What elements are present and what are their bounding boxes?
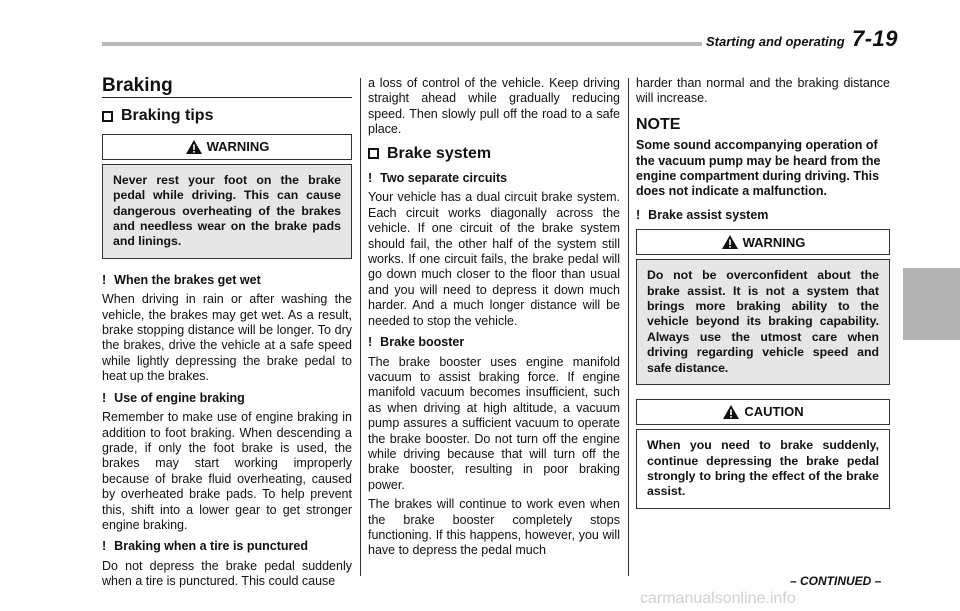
bullet-heading-assist — [636, 208, 890, 223]
warning-triangle-icon — [722, 404, 740, 420]
warning-label-frame — [636, 229, 890, 255]
subsection-brake-system — [368, 146, 620, 161]
bullet-mark: ! — [368, 171, 373, 186]
column-divider — [628, 78, 629, 576]
bullet-heading-text: Brake booster — [380, 335, 465, 350]
column-2 — [368, 76, 620, 563]
continued-footer: – CONTINUED – — [790, 574, 882, 588]
warning-triangle-icon — [721, 234, 739, 250]
bullet-heading-text: Brake assist system — [648, 207, 769, 222]
header-section-title: Starting and operating — [706, 34, 845, 49]
page-number: 7-19 — [852, 26, 899, 51]
bullet-mark: ! — [102, 272, 107, 287]
warning-text: Never rest your foot on the brake pedal while driving. This can cause dangerous overheating of the brakes and needless wear on the brake pads and linings. — [102, 164, 352, 259]
warning-label — [637, 234, 889, 250]
bullet-mark: ! — [368, 335, 373, 350]
square-bullet-icon — [368, 148, 379, 159]
booster-text-2: The brakes will continue to work even when the brake booster completely stops functioning. If this happens, however, you will have to depress the pedal much — [368, 497, 620, 558]
bullet-heading-text: When the brakes get wet — [114, 272, 261, 287]
bullet-heading-booster — [368, 335, 620, 350]
caution-text: When you need to brake suddenly, continue depressing the brake pedal strongly to bring the effect of the brake assist. — [636, 429, 890, 509]
column-3 — [636, 76, 890, 523]
puncture-text: Do not depress the brake pedal suddenly when a tire is punctured. This could cause — [102, 558, 352, 589]
square-bullet-icon — [102, 111, 113, 122]
bullet-heading-text: Use of engine braking — [114, 390, 245, 405]
note-text: Some sound accompanying operation of the vacuum pump may be heard from the engine compartment during driving. This does not indicate a malfunction. — [636, 138, 881, 199]
warning-label-text: WARNING — [206, 139, 270, 155]
subsection-braking-tips — [102, 108, 352, 123]
subsection-label: Braking tips — [121, 107, 214, 125]
bullet-mark: ! — [102, 539, 107, 554]
subsection-label: Brake system — [387, 144, 492, 162]
continued-text: harder than normal and the braking distance will increase. — [636, 76, 890, 106]
caution-label-text: CAUTION — [744, 404, 804, 420]
bullet-mark: ! — [636, 207, 641, 222]
section-rule — [102, 97, 352, 98]
bullet-mark: ! — [102, 390, 107, 405]
warning-triangle-icon — [185, 139, 203, 155]
caution-label-frame — [636, 399, 890, 425]
column-divider — [360, 78, 361, 576]
bullet-heading-engine — [102, 391, 352, 406]
chapter-thumb-tab — [903, 268, 960, 340]
bullet-heading-text: Braking when a tire is punctured — [114, 539, 308, 554]
watermark: carmanualsonline.info — [640, 590, 796, 607]
warning-box — [636, 229, 890, 385]
warning-label-frame — [102, 134, 352, 160]
column-1 — [102, 74, 352, 594]
bullet-heading-text: Two separate circuits — [380, 171, 508, 186]
wet-brakes-text: When driving in rain or after washing the vehicle, the brakes may get wet. As a result, brake stopping distance will be longer. To dry the brakes, drive the vehicle at a safe speed while lightly depressing the brake pedal to heat up the brakes. — [102, 292, 352, 384]
booster-text-1: The brake booster uses engine manifold vacuum to assist braking force. If engine manifold vacuum becomes insufficient, such as when driving at high altitude, a vacuum pump assures a sufficient vacuum to operate the brake booster. Do not turn off the engine while driving because that will turn off the brake booster, resulting in poor braking power. — [368, 354, 620, 492]
bullet-heading-wet — [102, 273, 352, 288]
continued-text: a loss of control of the vehicle. Keep driving straight ahead while gradually reducing speed. Then slowly pull off the road to a safe place. — [368, 76, 620, 137]
note-title: NOTE — [636, 115, 681, 133]
warning-label — [103, 139, 351, 155]
caution-label — [637, 404, 889, 420]
section-title: Braking — [102, 75, 173, 96]
bullet-heading-puncture — [102, 539, 352, 554]
warning-box — [102, 134, 352, 259]
circuits-text: Your vehicle has a dual circuit brake system. Each circuit works diagonally across the vehicle. If one circuit of the brake system should fail, the other half of the system still works. If one circuit fails, the brake pedal will go down much closer to the floor than usual and you will need to depress it down much harder. And a much longer distance will be needed to stop the vehicle. — [368, 190, 620, 328]
bullet-heading-circuits — [368, 171, 620, 186]
warning-text: Do not be overconfident about the brake assist. It is not a system that brings more braking ability to the vehicle beyond its braking capability. Always use the utmost care when driving regarding vehicle speed and safe distance. — [636, 259, 890, 385]
warning-label-text: WARNING — [742, 234, 806, 250]
header-rule — [102, 42, 702, 46]
page-header — [0, 0, 960, 70]
engine-braking-text: Remember to make use of engine braking in addition to foot braking. When descending a grade, if only the foot brake is used, the brakes may start working improperly because of brake fluid overheating, caused by overheated brake pads. To help prevent this, shift into a lower gear to get stronger engine braking. — [102, 410, 352, 532]
caution-box — [636, 399, 890, 509]
